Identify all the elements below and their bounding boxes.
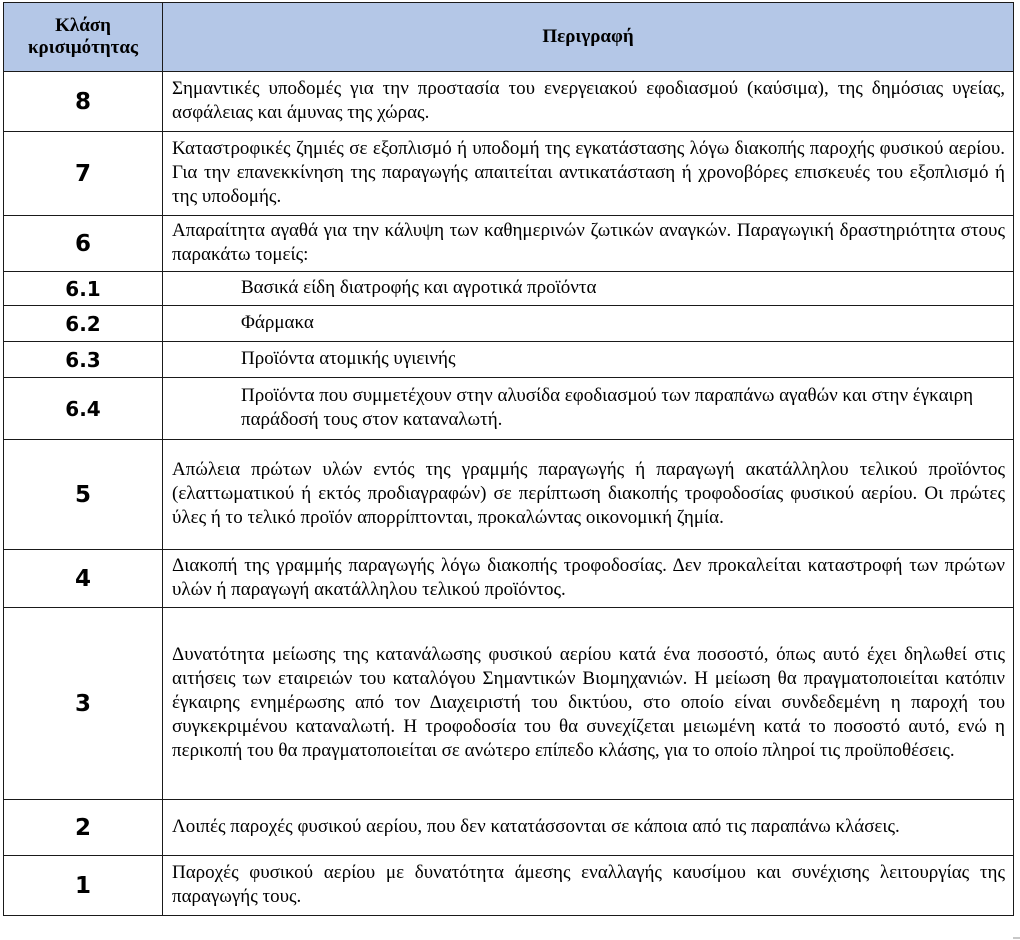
description-cell: Φάρμακα [163,306,1014,342]
description-cell: Δυνατότητα μείωσης της κατανάλωσης φυσικού αερίου κατά ένα ποσοστό, όπως αυτό έχει δηλωθεί στις αιτήσεις των εταιρειών του καταλόγου Σημαντικών Βιομηχανιών. Η μείωση θα πραγματοποιείται κατόπιν έγκαιρης ενημέρωσης από τον Διαχειριστή του δικτύου, στο οποίο είναι συνδεδεμένη η παροχή του συγκεκριμένου καταναλωτή. Η τροφοδοσία του θα συνεχίζεται μειωμένη κατά το ποσοστό αυτό, ενώ η περικοπή του θα πραγματοποιείται σε ανώτερο επίπεδο κλάσης, για το οποίο πληροί τις προϋποθέσεις. [163,608,1014,800]
class-cell: 3 [4,608,163,800]
description-cell: Προϊόντα ατομικής υγιεινής [163,342,1014,378]
table-header-row [4,3,1014,72]
class-cell: 6.1 [4,272,163,306]
class-cell: 5 [4,440,163,550]
class-cell: 2 [4,800,163,856]
class-cell: 8 [4,72,163,132]
class-cell: 4 [4,550,163,608]
class-cell: 6.4 [4,378,163,440]
description-cell: Απαραίτητα αγαθά για την κάλυψη των καθημερινών ζωτικών αναγκών. Παραγωγική δραστηριότητα στους παρακάτω τομείς: [163,216,1014,272]
description-cell: Προϊόντα που συμμετέχουν στην αλυσίδα εφοδιασμού των παραπάνω αγαθών και στην έγκαιρη παράδοσή τους στον καταναλωτή. [163,378,1014,440]
table-row [4,342,1014,378]
class-cell: 1 [4,856,163,916]
table-row [4,608,1014,800]
criticality-table-container [3,2,1014,916]
table-row [4,550,1014,608]
class-cell: 6.3 [4,342,163,378]
table-row [4,378,1014,440]
description-cell: Παροχές φυσικού αερίου με δυνατότητα άμεσης εναλλαγής καυσίμου και συνέχισης λειτουργίας της παραγωγής τους. [163,856,1014,916]
class-cell: 6 [4,216,163,272]
table-row [4,800,1014,856]
table-row [4,440,1014,550]
table-row [4,72,1014,132]
table-row [4,856,1014,916]
page-corner-mark [1013,937,1020,939]
table-row [4,132,1014,216]
description-cell: Διακοπή της γραμμής παραγωγής λόγω διακοπής τροφοδοσίας. Δεν προκαλείται καταστροφή των πρώτων υλών ή παραγωγή ακατάλληλου τελικού προϊόντος. [163,550,1014,608]
description-cell: Βασικά είδη διατροφής και αγροτικά προϊόντα [163,272,1014,306]
description-cell: Καταστροφικές ζημιές σε εξοπλισμό ή υποδομή της εγκατάστασης λόγω διακοπής παροχής φυσικού αερίου. Για την επανεκκίνηση της παραγωγής απαιτείται αντικατάσταση ή χρονοβόρες επισκευές του εξοπλισμό ή της υποδομής. [163,132,1014,216]
description-cell: Σημαντικές υποδομές για την προστασία του ενεργειακού εφοδιασμού (καύσιμα), της δημόσιας υγείας, ασφάλειας και άμυνας της χώρας. [163,72,1014,132]
class-cell: 7 [4,132,163,216]
header-description: Περιγραφή [163,3,1014,72]
table-row [4,272,1014,306]
description-cell: Λοιπές παροχές φυσικού αερίου, που δεν κατατάσσονται σε κάποια από τις παραπάνω κλάσεις. [163,800,1014,856]
description-cell: Απώλεια πρώτων υλών εντός της γραμμής παραγωγής ή παραγωγή ακατάλληλου τελικού προϊόντος (ελαττωματικού ή εκτός προδιαγραφών) σε περίπτωση διακοπής τροφοδοσίας φυσικού αερίου. Οι πρώτες ύλες ή το τελικό προϊόν απορρίπτονται, προκαλώντας οικονομική ζημία. [163,440,1014,550]
table-row [4,216,1014,272]
class-cell: 6.2 [4,306,163,342]
header-criticality-class: Κλάση κρισιμότητας [4,3,163,72]
table-row [4,306,1014,342]
criticality-classes-table [3,2,1014,916]
